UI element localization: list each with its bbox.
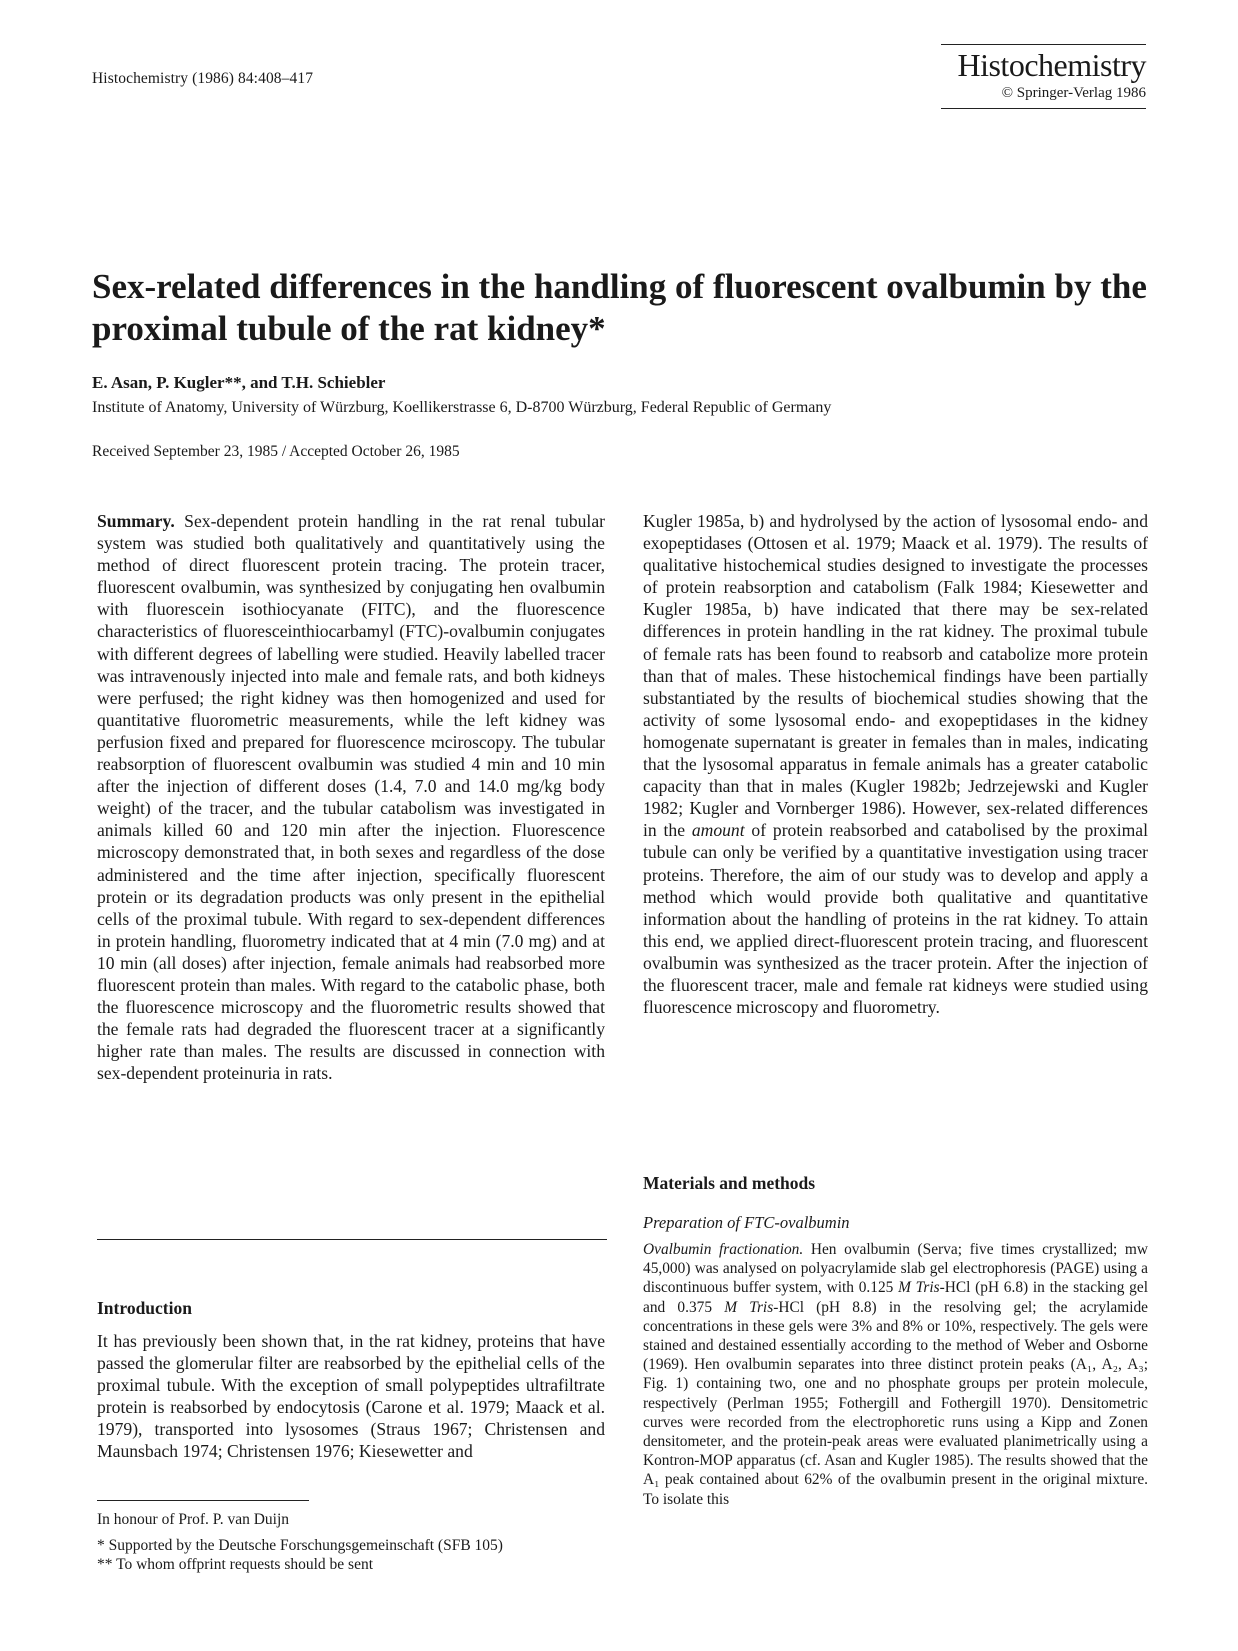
summary-divider (97, 1239, 607, 1240)
methods-heading: Materials and methods (643, 1173, 816, 1193)
methods-text-1: Hen ovalbumin (Serva; five times crystallized; mw 45,000) was analysed on polyacrylamide slab gel electrophoresis (PAGE) using a discontinuous buffer system, with 0.125 (643, 1241, 1148, 1297)
intro-continued-text-1: Kugler 1985a, b) and hydrolysed by the action of lysosomal endo- and exopeptidases (Ottosen et al. 1979; Maack et al. 1979). The results of qualitative histochemical studies designed to investigate the processes of protein reabsorption and catabolism (Falk 1984; Kiesewetter and Kugler 1985a, b) have indicated that there may be sex-related differences in protein handling in the rat kidney. The proximal tubule of female rats has been found to reabsorb and catabolize more protein than that of males. These histochemical findings have been partially substantiated by the results of biochemical studies showing that the activity of some lysosomal endo- and exopeptidases in the kidney homogenate supernatant is greater in females than in males, indicating that the lysosomal apparatus in female animals has a greater catabolic capacity than that in males (Kugler 1982b; Jedrzejewski and Kugler 1982; Kugler and Vornberger 1986). However, sex-related differences in the (643, 511, 1148, 841)
tris-term: Tris (915, 1279, 940, 1297)
methods-subheading: Preparation of FTC-ovalbumin (643, 1213, 850, 1232)
introduction-continued (643, 510, 1148, 1018)
summary-text: Sex-dependent protein handling in the rat renal tubular system was studied both qualitatively and quantitatively using the method of direct fluorescent protein tracing. The protein tracer, fluorescent ovalbumin, was synthesized by conjugating hen ovalbumin with fluorescein isothiocyanate (FITC), and the fluorescence characteristics of fluoresceinthiocarbamyl (FTC)-ovalbumin conjugates with different degrees of labelling were studied. Heavily labelled tracer was intravenously injected into male and female rats, and both kidneys were perfused; the right kidney was then homogenized and used for quantitative fluorometric measurements, while the left kidney was perfusion fixed and prepared for fluorescence mciroscopy. The tubular reabsorption of fluorescent ovalbumin was studied 4 min and 10 min after the injection of different doses (1.4, 7.0 and 14.0 mg/kg body weight) of the tracer, and the tubular catabolism was investigated in animals killed 60 and 120 min after the injection. Fluorescence microscopy demonstrated that, in both sexes and regardless of the dose administered and the time after injection, specifically fluorescent protein or its degradation products was only present in the epithelial cells of the proximal tubule. With regard to sex-dependent differences in protein handling, fluorometry indicated that at 4 min (7.0 mg) and at 10 min (all doses) after injection, female animals had reabsorbed more fluorescent protein than males. With regard to the catabolic phase, both the fluorescence microscopy and the fluorometric results showed that the female rats had degraded the fluorescent tracer at a significantly higher rate than males. The results are discussed in connection with sex-dependent proteinuria in rats. (97, 511, 605, 1084)
intro-continued-text-2: of protein reabsorbed and catabolised by the proximal tubule can only be verified by a quantitative investigation using tracer proteins. Therefore, the aim of our study was to develop and apply a method which would provide both qualitative and quantitative information about the handling of proteins in the rat kidney. To attain this end, we applied direct-fluorescent protein tracing, and fluorescent ovalbumin was synthesized as the tracer protein. After the injection of the fluorescent tracer, male and female rat kidneys were studied using fluorescence microscopy and fluorometry. (643, 820, 1148, 1018)
methods-paragraph-title: Ovalbumin fractionation. (643, 1241, 804, 1258)
received-dates: Received September 23, 1985 / Accepted October 26, 1985 (92, 443, 460, 460)
journal-copyright: © Springer-Verlag 1986 (941, 85, 1146, 109)
summary-block (97, 510, 605, 1084)
footnotes (97, 1510, 617, 1574)
footnote-divider (97, 1500, 309, 1501)
molar-unit: M (898, 1279, 911, 1297)
introduction-text: It has previously been shown that, in the rat kidney, proteins that have passed the glomerular filter are reabsorbed by the epithelial cells of the proximal tubule. With the exception of small polypeptides ultrafiltrate protein is reabsorbed by endocytosis (Carone et al. 1979; Maack et al. 1979), transported into lysosomes (Straus 1967; Christensen and Maunsbach 1974; Christensen 1976; Kiesewetter and (97, 1331, 605, 1462)
footnote-support: * Supported by the Deutsche Forschungsgemeinschaft (SFB 105) (97, 1537, 503, 1554)
footnote-honour: In honour of Prof. P. van Duijn (97, 1511, 290, 1528)
authors: E. Asan, P. Kugler**, and T.H. Schiebler (92, 373, 386, 392)
summary-paragraph (97, 510, 605, 1084)
intro-continued-paragraph (643, 510, 1148, 1018)
molar-unit: M (724, 1298, 738, 1316)
journal-name: Histochemistry (957, 47, 1146, 83)
footnote-offprint: ** To whom offprint requests should be sent (97, 1556, 374, 1573)
summary-label: Summary. (97, 511, 175, 531)
methods-text-3: -HCl (pH 8.8) in the resolving gel; the acrylamide concentrations in these gels were 3% and 8% or 10%, respectively. The gels were stained and destained essentially according to the method of Weber and Osborne (1969). Hen ovalbumin separates into three distinct protein peaks (A₁, A₂, A₃; Fig. 1) containing two, one and no phosphate groups per protein molecule, respectively (Perlman 1955; Fothergill and Fothergill 1970). Densitometric curves were recorded from the electrophoretic runs using a Kipp and Zonen densitometer, and the protein-peak areas were evaluated planimetrically using a Kontron-MOP apparatus (cf. Asan and Kugler 1985). The results showed that the A₁ peak contained about 62% of the ovalbumin present in the original mixture. To isolate this (643, 1298, 1148, 1508)
masthead-rule (941, 44, 1146, 45)
affiliation: Institute of Anatomy, University of Würzburg, Koellikerstrasse 6, D-8700 Würzburg, Federal Republic of Germany (92, 399, 832, 416)
methods-text-2: -HCl (pH 6.8) in the stacking gel and 0.375 (643, 1279, 1148, 1316)
methods-paragraph (643, 1240, 1148, 1509)
journal-masthead (941, 44, 1146, 109)
introduction-heading: Introduction (97, 1298, 192, 1318)
article-title: Sex-related differences in the handling of fluorescent ovalbumin by the proximal tubule of the rat kidney* (92, 267, 1147, 348)
emphasis-amount: amount (691, 820, 745, 841)
tris-term: Tris (749, 1298, 774, 1316)
journal-citation: Histochemistry (1986) 84:408–417 (92, 70, 314, 87)
